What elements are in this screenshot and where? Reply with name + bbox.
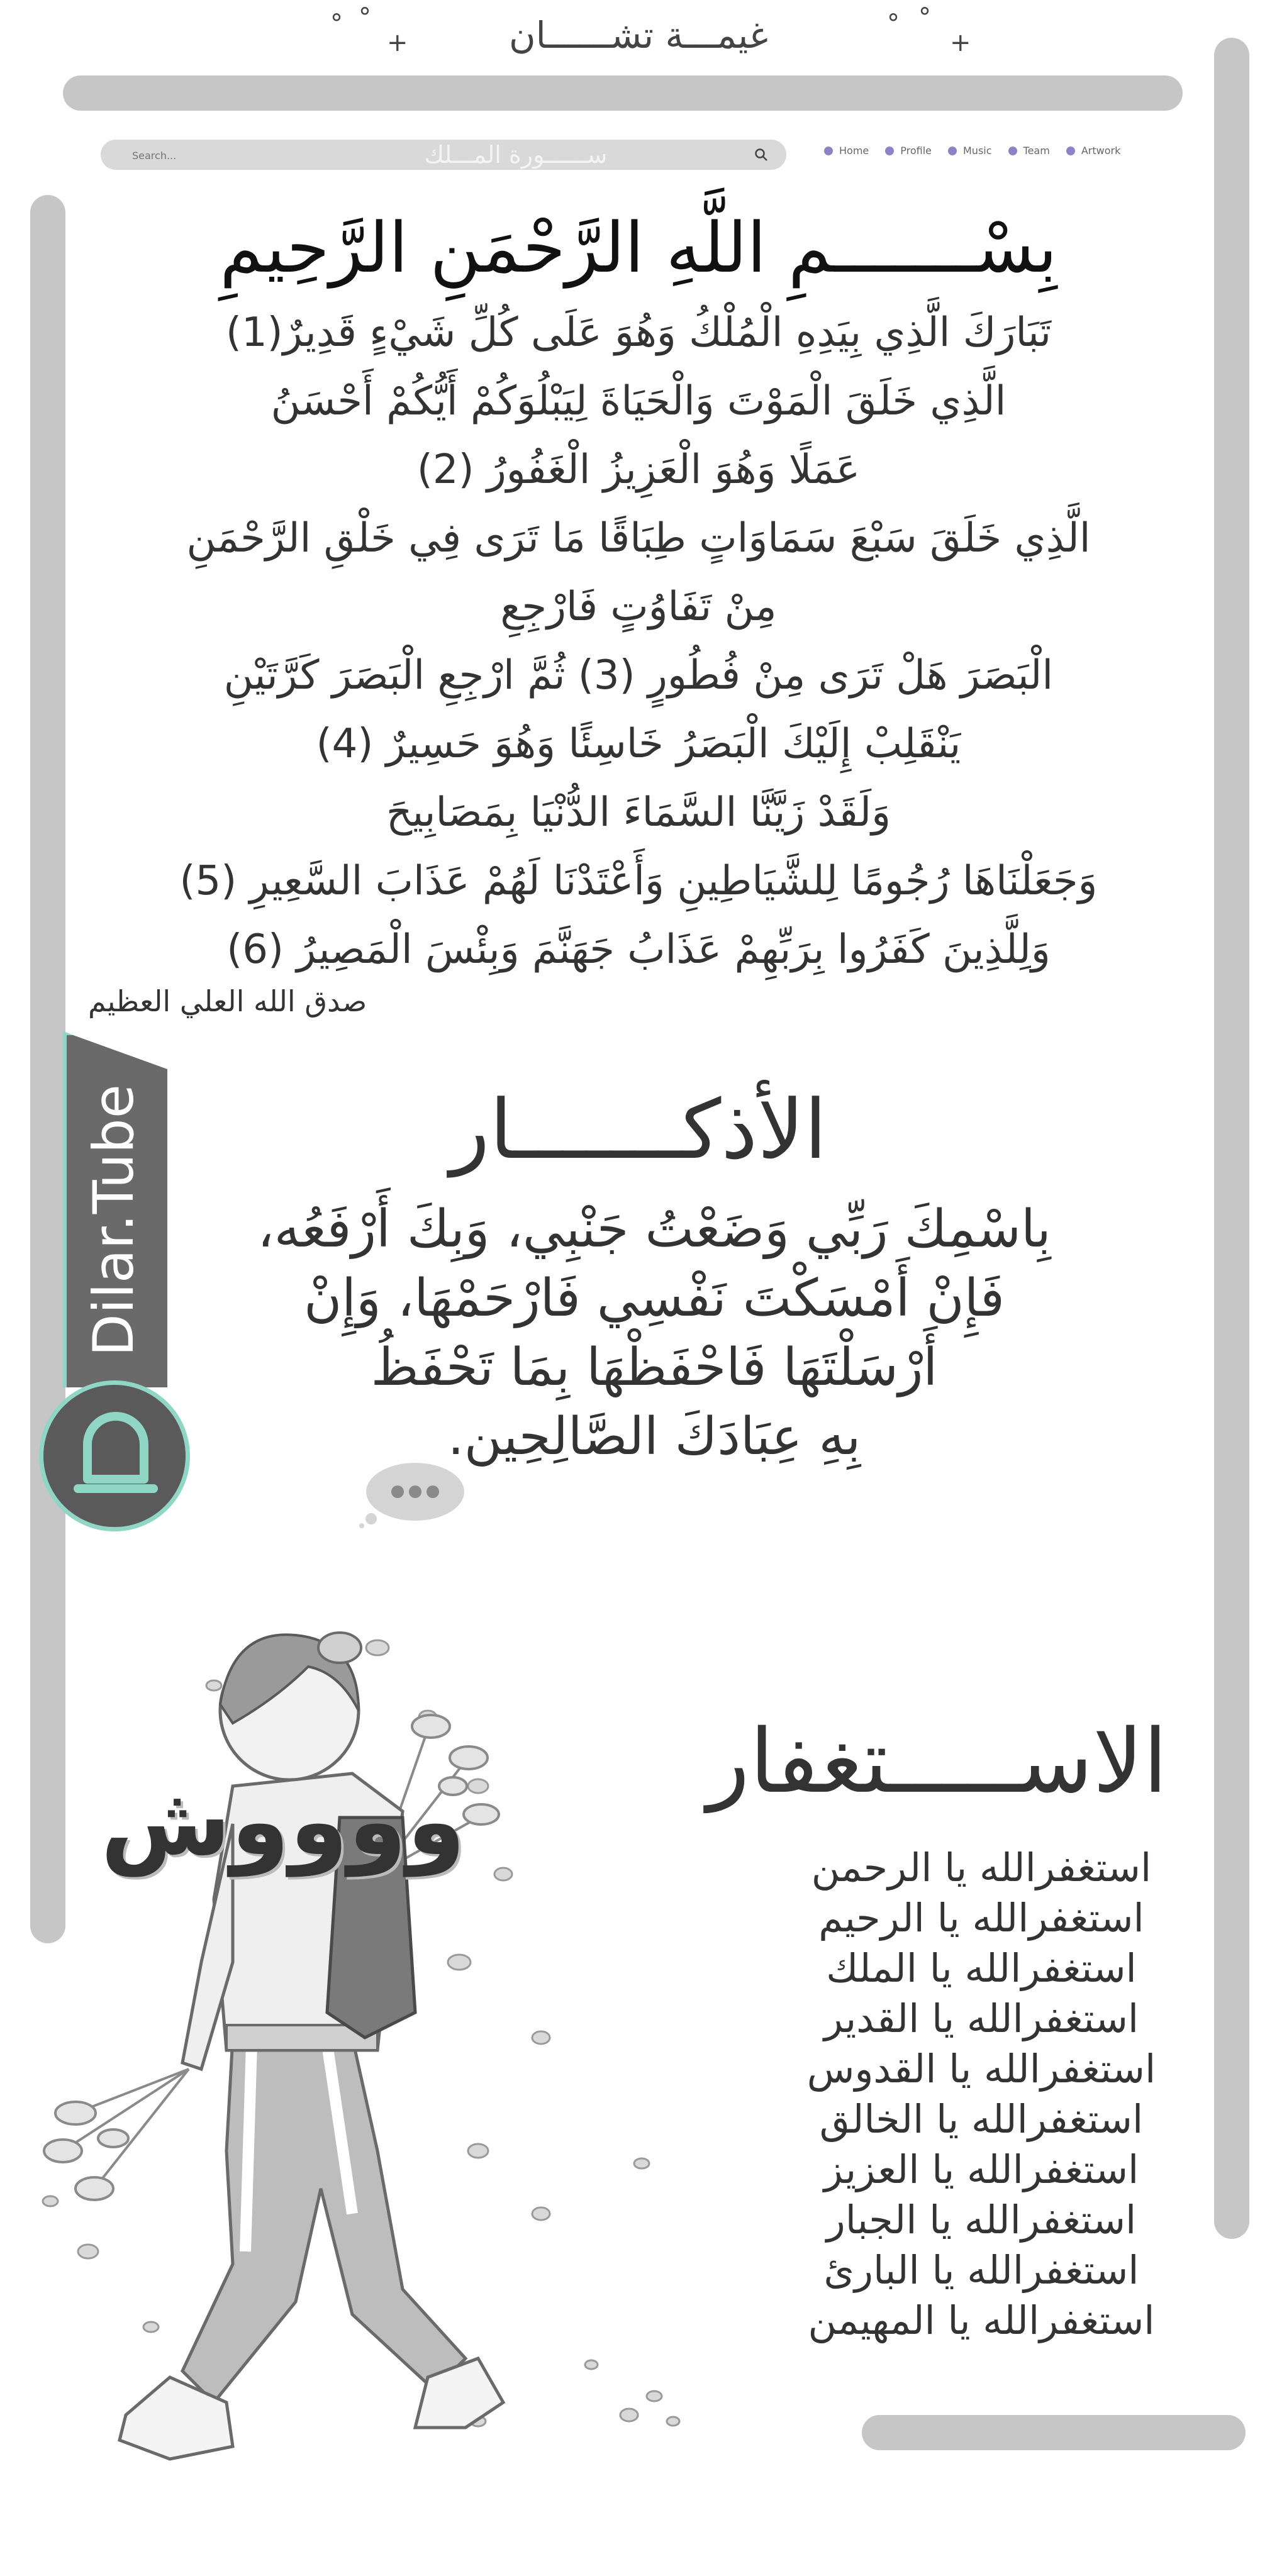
sparkle-icon: + [387,28,408,57]
verse-line: عَمَلًا وَهُوَ الْعَزِيزُ الْغَفُورُ (2) [416,447,861,493]
search-icon [754,148,768,162]
bullet-icon [948,147,957,155]
bullet-icon [1066,147,1075,155]
bottom-bar [862,2415,1246,2450]
verse-line: الَّذِي خَلَقَ الْمَوْتَ وَالْحَيَاةَ لِيَبْلُوَكُمْ أَيُّكُمْ أَحْسَنُ [270,378,1007,425]
girl-illustration [25,1522,692,2490]
star-icon: ° [359,3,371,32]
verse-line: الَّذِي خَلَقَ سَبْعَ سَمَاوَاتٍ طِبَاقًا مَا تَرَى فِي خَلْقِ الرَّحْمَنِ [186,515,1091,562]
star-icon: ° [887,9,900,38]
verse-line: يَنْقَلِبْ إِلَيْكَ الْبَصَرُ خَاسِئًا وَهُوَ حَسِيرٌ (4) [316,721,961,767]
azkar-line: فَإِنْ أَمْسَكْتَ نَفْسِي فَارْحَمْهَا، وَإِنْ [304,1269,1005,1328]
istighfar-item: استغفرالله يا القدير [823,1996,1139,2041]
istighfar-item: استغفرالله يا القدوس [806,2046,1156,2092]
istighfar-item: استغفرالله يا الرحمن [811,1845,1152,1890]
nav-home-label: Home [839,145,869,157]
istighfar-list [742,1843,1220,2346]
istighfar-item: استغفرالله يا الملك [826,1945,1137,1991]
verse-line: مِنْ تَفَاوُتٍ فَارْجِعِ [500,584,777,630]
verse-line: وَلِلَّذِينَ كَفَرُوا بِرَبِّهِمْ عَذَابُ جَهَنَّمَ وَبِئْسَ الْمَصِيرُ (6) [226,926,1051,973]
azkar-line: بِهِ عِبَادَكَ الصَّالِحِين. [447,1407,861,1467]
site-title: غيمـــة تشــــــان [509,14,768,57]
nav-team-label: Team [1023,145,1050,157]
art-caption: ووووش [101,1767,466,1877]
logo-icon [43,1385,186,1527]
verse-line: تَبَارَكَ الَّذِي بِيَدِهِ الْمُلْكُ وَهُوَ عَلَى كُلِّ شَيْءٍ قَدِيرٌ(1) [225,309,1052,356]
istighfar-item: استغفرالله يا العزيز [823,2146,1139,2192]
nav-profile[interactable] [885,145,932,157]
navigation-bar [101,140,1145,175]
brand-logo[interactable] [39,1380,190,1531]
bullet-icon [1008,147,1017,155]
istighfar-item: استغفرالله يا الخالق [819,2096,1144,2142]
bullet-icon [885,147,894,155]
nav-artwork[interactable] [1066,145,1121,157]
verse-line: وَجَعَلْنَاهَا رُجُومًا لِلشَّيَاطِينِ وَأَعْتَدْنَا لَهُمْ عَذَابَ السَّعِيرِ (5) [179,858,1098,904]
sparkle-icon: + [950,28,971,57]
istighfar-item: استغفرالله يا الجبار [826,2197,1137,2243]
nav-artwork-label: Artwork [1081,145,1121,157]
nav-music-label: Music [963,145,992,157]
azkar-line: بِاسْمِكَ رَبِّي وَضَعْتُ جَنْبِي، وَبِكَ أَرْفَعُه، [257,1199,1051,1259]
verse-line: الْبَصَرَ هَلْ تَرَى مِنْ فُطُورٍ (3) ثُمَّ ارْجِعِ الْبَصَرَ كَرَّتَيْنِ [223,652,1054,699]
chat-bubble-icon [352,1459,466,1528]
bullet-icon [824,147,833,155]
istighfar-item: استغفرالله يا الرحيم [818,1895,1144,1941]
closing-phrase: صدق الله العلي العظيم [88,984,367,1018]
search-input[interactable] [131,145,423,166]
brand-name: Dilar.Tube [81,1084,146,1357]
nav-profile-label: Profile [900,145,932,157]
azkar-line: أَرْسَلْتَهَا فَاحْفَظْهَا بِمَا تَحْفَظُ [371,1338,938,1397]
verse-line: وَلَقَدْ زَيَّنَّا السَّمَاءَ الدُّنْيَا بِمَصَابِيحَ [386,789,891,836]
basmala: بِسْـــــــمِ اللَّهِ الرَّحْمَنِ الرَّحِيمِ [220,208,1057,288]
nav-home[interactable] [824,145,869,157]
nav-team[interactable] [1008,145,1050,157]
top-bar [63,75,1183,111]
azkar-title: الأذكـــــــار [450,1082,827,1177]
azkar-text [176,1195,1132,1472]
nav-music[interactable] [948,145,992,157]
star-icon: ° [918,3,931,32]
surah-text [113,299,1164,984]
nav-links [824,145,1120,157]
page-title: ســــــورة المـــلك [424,141,608,169]
star-icon: ° [330,9,343,38]
istighfar-item: استغفرالله يا المهيمن [808,2297,1155,2343]
istighfar-title: الاســـــتغفار [707,1711,1168,1813]
search-box [101,140,786,170]
istighfar-item: استغفرالله يا البارئ [823,2247,1139,2293]
search-button[interactable] [750,143,772,166]
